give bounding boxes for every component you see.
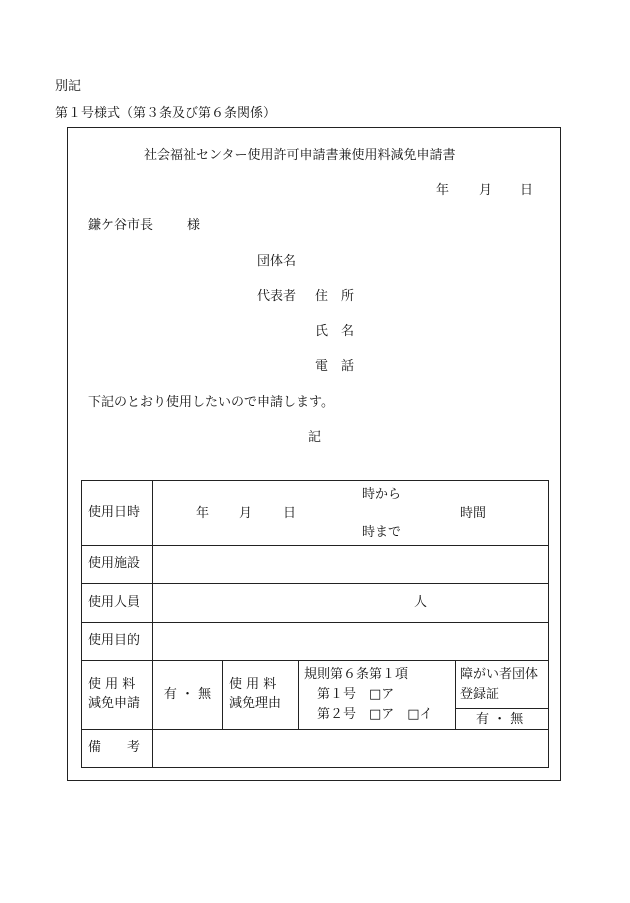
table-row <box>82 730 549 768</box>
table-row <box>82 546 549 584</box>
rule-item2-checkboxes[interactable]: 第２号 □ア □イ <box>317 707 433 722</box>
usage-datetime-cell[interactable] <box>153 481 549 546</box>
representative-label: 代表者 <box>257 289 297 304</box>
form-title: 社会福祉センター使用許可申請書兼使用料減免申請書 <box>144 148 456 163</box>
phone-label[interactable]: 電 話 <box>315 359 355 374</box>
rule-line: 規則第６条第１項 <box>304 667 409 682</box>
usage-day: 日 <box>283 506 297 521</box>
date-year-label[interactable]: 年 <box>436 183 450 198</box>
fee-reduction-label <box>82 661 153 730</box>
usage-details-table <box>81 480 549 768</box>
ki-label: 記 <box>308 430 322 445</box>
hours-label: 時間 <box>460 506 487 521</box>
purpose-label: 使用目的 <box>82 623 153 661</box>
org-name-label[interactable]: 団体名 <box>257 254 297 269</box>
table-row <box>82 481 549 546</box>
people-label: 使用人員 <box>82 584 153 623</box>
appendix-label: 別記 <box>55 79 82 94</box>
usage-month: 月 <box>239 506 253 521</box>
name-label[interactable]: 氏 名 <box>315 324 355 339</box>
remarks-cell[interactable] <box>153 730 549 768</box>
rule-item1-checkboxes[interactable]: 第１号 □ア <box>317 687 395 702</box>
disability-label-line1: 障がい者団体 <box>460 667 539 682</box>
reduction-reason-label-line1: 使 用 料 <box>229 677 277 693</box>
address-label[interactable]: 住 所 <box>315 289 355 304</box>
fee-reduction-label-line2: 減免申請 <box>88 696 141 711</box>
reduction-reason-label <box>223 661 299 730</box>
disability-yes-no[interactable]: 有 ・ 無 <box>476 712 524 727</box>
disability-divider <box>456 708 548 709</box>
honorific: 様 <box>187 218 201 233</box>
table-row <box>82 623 549 661</box>
to-time: 時まで <box>362 525 402 540</box>
remarks-label: 備 考 <box>82 730 153 768</box>
addressee: 鎌ケ谷市長 <box>88 218 154 233</box>
reduction-reason-label-line2: 減免理由 <box>229 696 282 711</box>
date-day-label[interactable]: 日 <box>520 183 534 198</box>
fee-reduction-yes-no[interactable]: 有 ・ 無 <box>153 661 223 730</box>
people-unit: 人 <box>414 595 428 610</box>
fee-reduction-label-line1: 使 用 料 <box>88 677 136 693</box>
rule-cell <box>299 661 456 730</box>
purpose-cell[interactable] <box>153 623 549 661</box>
date-month-label[interactable]: 月 <box>479 183 493 198</box>
people-cell[interactable] <box>153 584 549 623</box>
form-number: 第１号様式（第３条及び第６条関係） <box>55 106 277 121</box>
facility-cell[interactable] <box>153 546 549 584</box>
disability-label-line2: 登録証 <box>460 687 500 702</box>
usage-datetime-label: 使用日時 <box>82 481 153 546</box>
facility-label: 使用施設 <box>82 546 153 584</box>
table-row <box>82 661 549 730</box>
table-row <box>82 584 549 623</box>
usage-year: 年 <box>196 506 210 521</box>
from-time: 時から <box>362 487 402 502</box>
request-statement: 下記のとおり使用したいので申請します。 <box>88 395 334 410</box>
disability-cell <box>456 661 549 730</box>
